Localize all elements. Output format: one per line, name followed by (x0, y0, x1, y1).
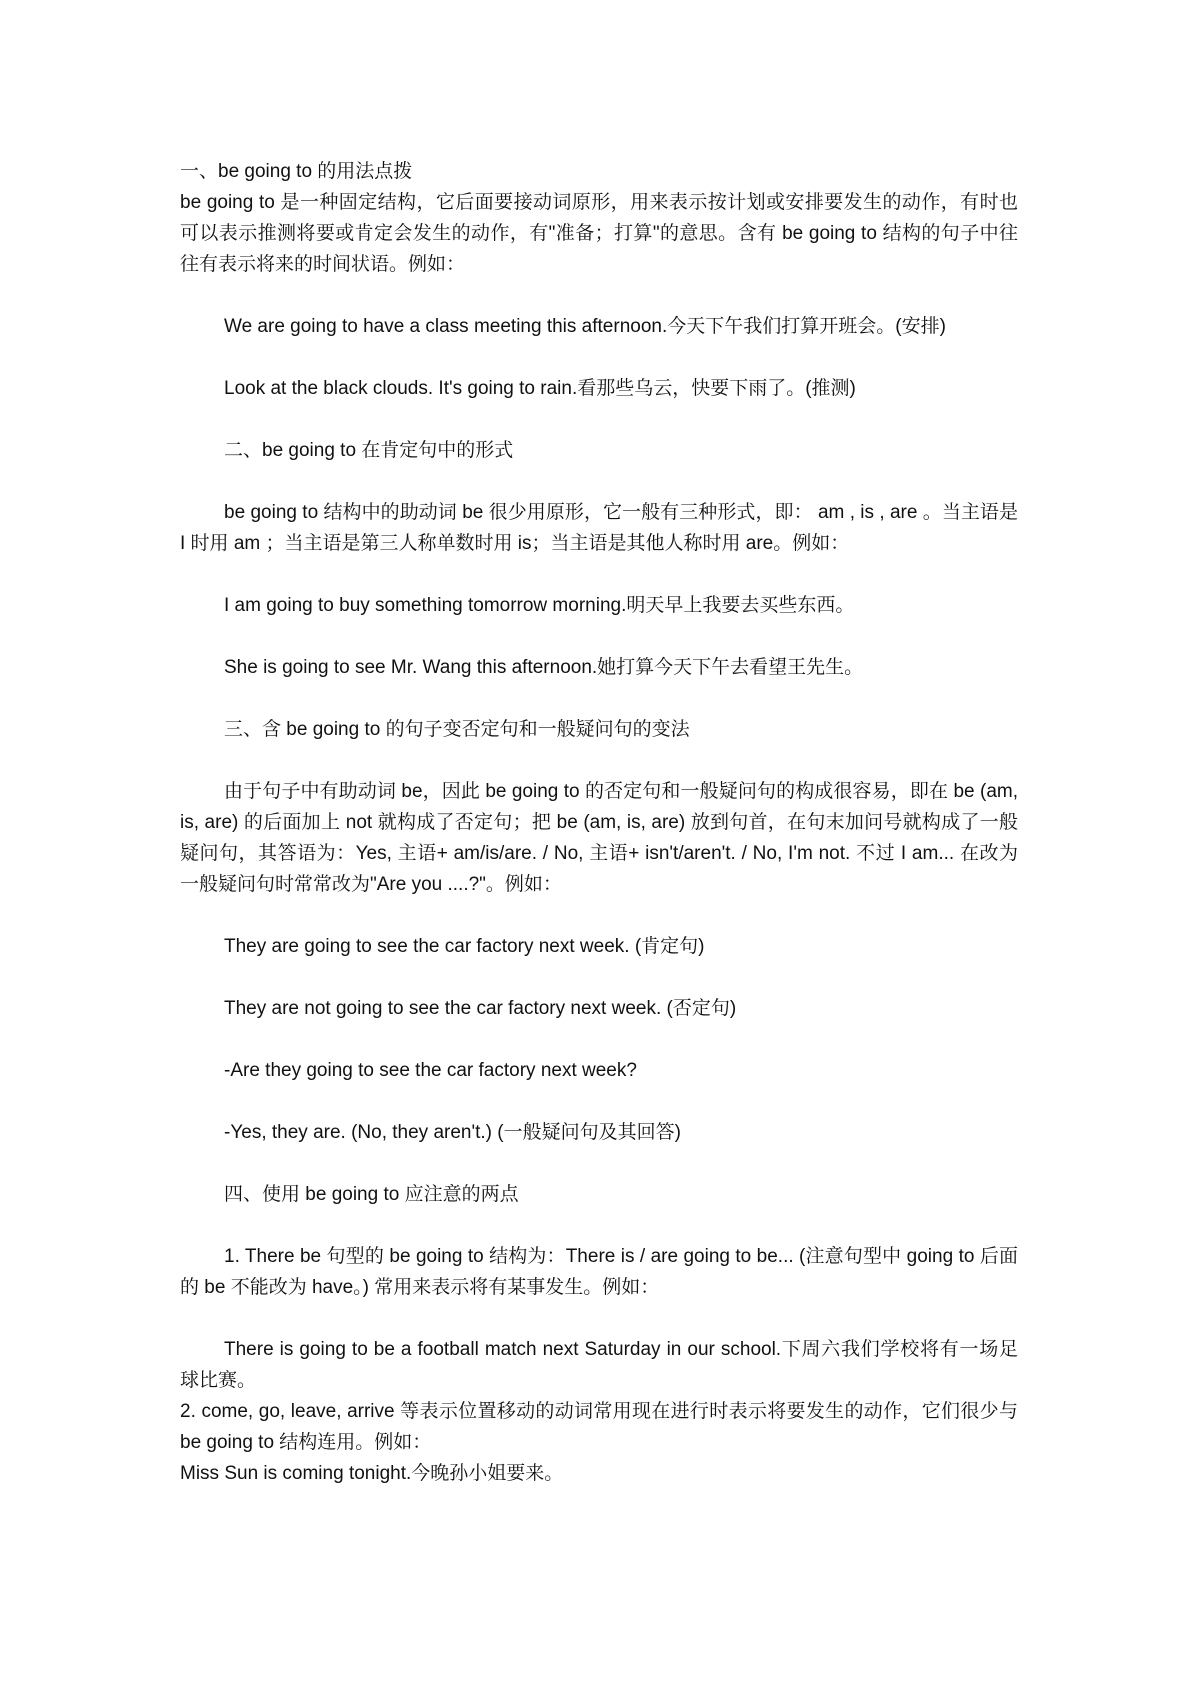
example-sentence: They are not going to see the car factory next week. (否定句) (224, 998, 737, 1019)
paragraph-affirmative-forms: be going to 结构中的助动词 be 很少用原形，它一般有三种形式，即： am , is , are 。当主语是 I 时用 am ；当主语是第三人称单数时用 is；当主语是其他人称时用 are。例如： (180, 502, 1018, 554)
paragraph-note-2: 2. come, go, leave, arrive 等表示位置移动的动词常用现在进行时表示将要发生的动作，它们很少与 be going to 结构连用。例如： (180, 1401, 1018, 1453)
spacer (180, 621, 1018, 652)
spacer (180, 559, 1018, 590)
paragraph-note-1: 1. There be 句型的 be going to 结构为：There is / are going to be... (注意句型中 going to 后面的 be 不能改为 have。) 常用来表示将有某事发生。例如： (180, 1246, 1018, 1298)
spacer (180, 1210, 1018, 1241)
paragraph-negative-question: 由于句子中有助动词 be，因此 be going to 的否定句和一般疑问句的构成很容易，即在 be (am, is, are) 的后面加上 not 就构成了否定句；把 be (am, is, are) 放到句首，在句末加问号就构成了一般疑问句，其答语为：Yes, 主语+ am/is/are. / No, 主语+ isn't/aren't. / No, I'm not. 不过 I am... 在改为一般疑问句时常常改为"Are you ....?"。例如： (180, 781, 1018, 895)
spacer (180, 1303, 1018, 1334)
spacer (180, 280, 1018, 311)
spacer (180, 342, 1018, 373)
example-sentence: They are going to see the car factory next week. (肯定句) (224, 936, 705, 957)
example-sentence: -Are they going to see the car factory next week? (224, 1060, 637, 1081)
paragraph-intro: be going to 是一种固定结构，它后面要接动词原形，用来表示按计划或安排要发生的动作，有时也可以表示推测将要或肯定会发生的动作，有"准备；打算"的意思。含有 be going to 结构的句子中往往有表示将来的时间状语。例如： (180, 192, 1018, 275)
example-sentence: -Yes, they are. (No, they aren't.) (一般疑问句及其回答) (224, 1122, 681, 1143)
section-heading-4: 四、使用 be going to 应注意的两点 (224, 1184, 519, 1205)
spacer (180, 1148, 1018, 1179)
spacer (180, 1086, 1018, 1117)
section-heading-1: 一、be going to 的用法点拨 (180, 161, 413, 182)
section-heading-2: 二、be going to 在肯定句中的形式 (224, 440, 514, 461)
example-sentence: Miss Sun is coming tonight.今晚孙小姐要来。 (180, 1463, 564, 1484)
example-sentence: Look at the black clouds. It's going to rain.看那些乌云，快要下雨了。(推测) (224, 378, 856, 399)
document-body (180, 156, 1018, 1489)
example-sentence: We are going to have a class meeting this afternoon.今天下午我们打算开班会。(安排) (224, 316, 946, 337)
example-sentence: I am going to buy something tomorrow morning.明天早上我要去买些东西。 (224, 595, 855, 616)
spacer (180, 745, 1018, 776)
spacer (180, 466, 1018, 497)
example-sentence: She is going to see Mr. Wang this afternoon.她打算今天下午去看望王先生。 (224, 657, 864, 678)
spacer (180, 683, 1018, 714)
section-heading-3: 三、含 be going to 的句子变否定句和一般疑问句的变法 (224, 719, 690, 740)
spacer (180, 962, 1018, 993)
spacer (180, 404, 1018, 435)
spacer (180, 900, 1018, 931)
example-sentence: There is going to be a football match next Saturday in our school.下周六我们学校将有一场足球比赛。 (180, 1339, 1018, 1391)
spacer (180, 1024, 1018, 1055)
